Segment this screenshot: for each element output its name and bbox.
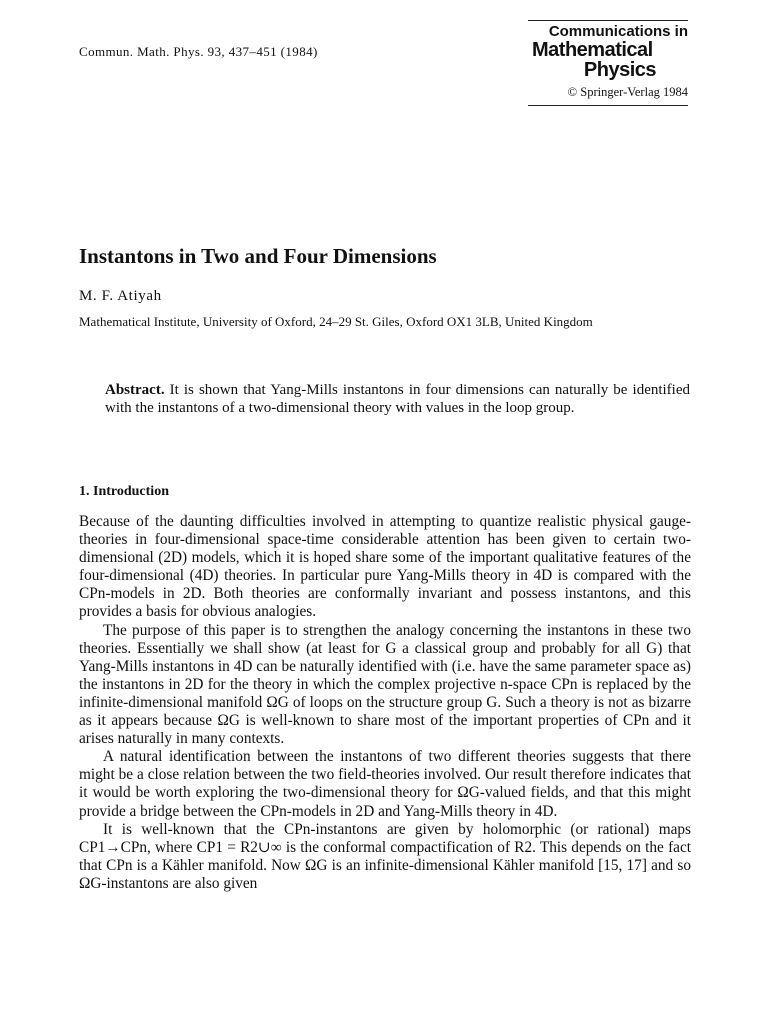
journal-masthead [528, 20, 688, 106]
section-heading: 1. Introduction [79, 484, 169, 499]
paper-title: Instantons in Two and Four Dimensions [79, 244, 437, 268]
abstract [105, 381, 690, 417]
paragraph-1: Because of the daunting difficulties involved in attempting to quantize realistic physical gauge-theories in four-dimensional space-time considerable attention has been given to certain two-dimensional (2D) models, which it is hoped share some of the important qualitative features of the four-dimensional (4D) theories. In particular pure Yang-Mills theory in 4D is compared with the CPn-models in 2D. Both theories are conformally invariant and possess instantons, and this provides a basis for obvious analogies. [79, 513, 691, 621]
author-name: M. F. Atiyah [79, 288, 162, 304]
body-text [79, 513, 691, 893]
paragraph-2: The purpose of this paper is to strengthen the analogy concerning the instantons in these two theories. Essentially we shall show (at least for G a classical group and probably for all G) that Yang-Mills instantons in 4D can be naturally identified with (i.e. have the same parameter space as) the instantons in 2D for the theory in which the complex projective n-space CPn is replaced by the infinite-dimensional manifold ΩG of loops on the structure group G. Such a theory is not as bizarre as it appears because ΩG is well-known to share most of the important properties of CPn and it arises naturally in many contexts. [79, 621, 691, 748]
paragraph-3: A natural identification between the instantons of two different theories suggests that there might be a close relation between the two field-theories involved. Our result therefore indicates that it would be worth exploring the two-dimensional theory for ΩG-valued fields, and that this might provide a bridge between the CPn-models in 2D and Yang-Mills theory in 4D. [79, 748, 691, 820]
journal-name-line3: Physics [583, 59, 656, 81]
abstract-text: It is shown that Yang-Mills instantons in four dimensions can naturally be identified with the instantons of a two-dimensional theory with values in the loop group. [105, 382, 691, 416]
paragraph-4: It is well-known that the CPn-instantons are given by holomorphic (or rational) maps CP1→CPn, where CP1 = R2∪∞ is the conformal compactification of R2. This depends on the fact that CPn is a Kähler manifold. Now ΩG is an infinite-dimensional Kähler manifold [15, 17] and so ΩG-instantons are also given [79, 820, 691, 892]
abstract-label: Abstract. [105, 382, 165, 398]
copyright-notice: © Springer-Verlag 1984 [528, 85, 688, 106]
journal-citation: Commun. Math. Phys. 93, 437–451 (1984) [79, 44, 318, 59]
journal-name-line2: Mathematical [532, 39, 653, 61]
journal-name-line1: Communications in [548, 23, 688, 40]
author-affiliation: Mathematical Institute, University of Oxford, 24–29 St. Giles, Oxford OX1 3LB, United Kingdom [79, 314, 593, 329]
